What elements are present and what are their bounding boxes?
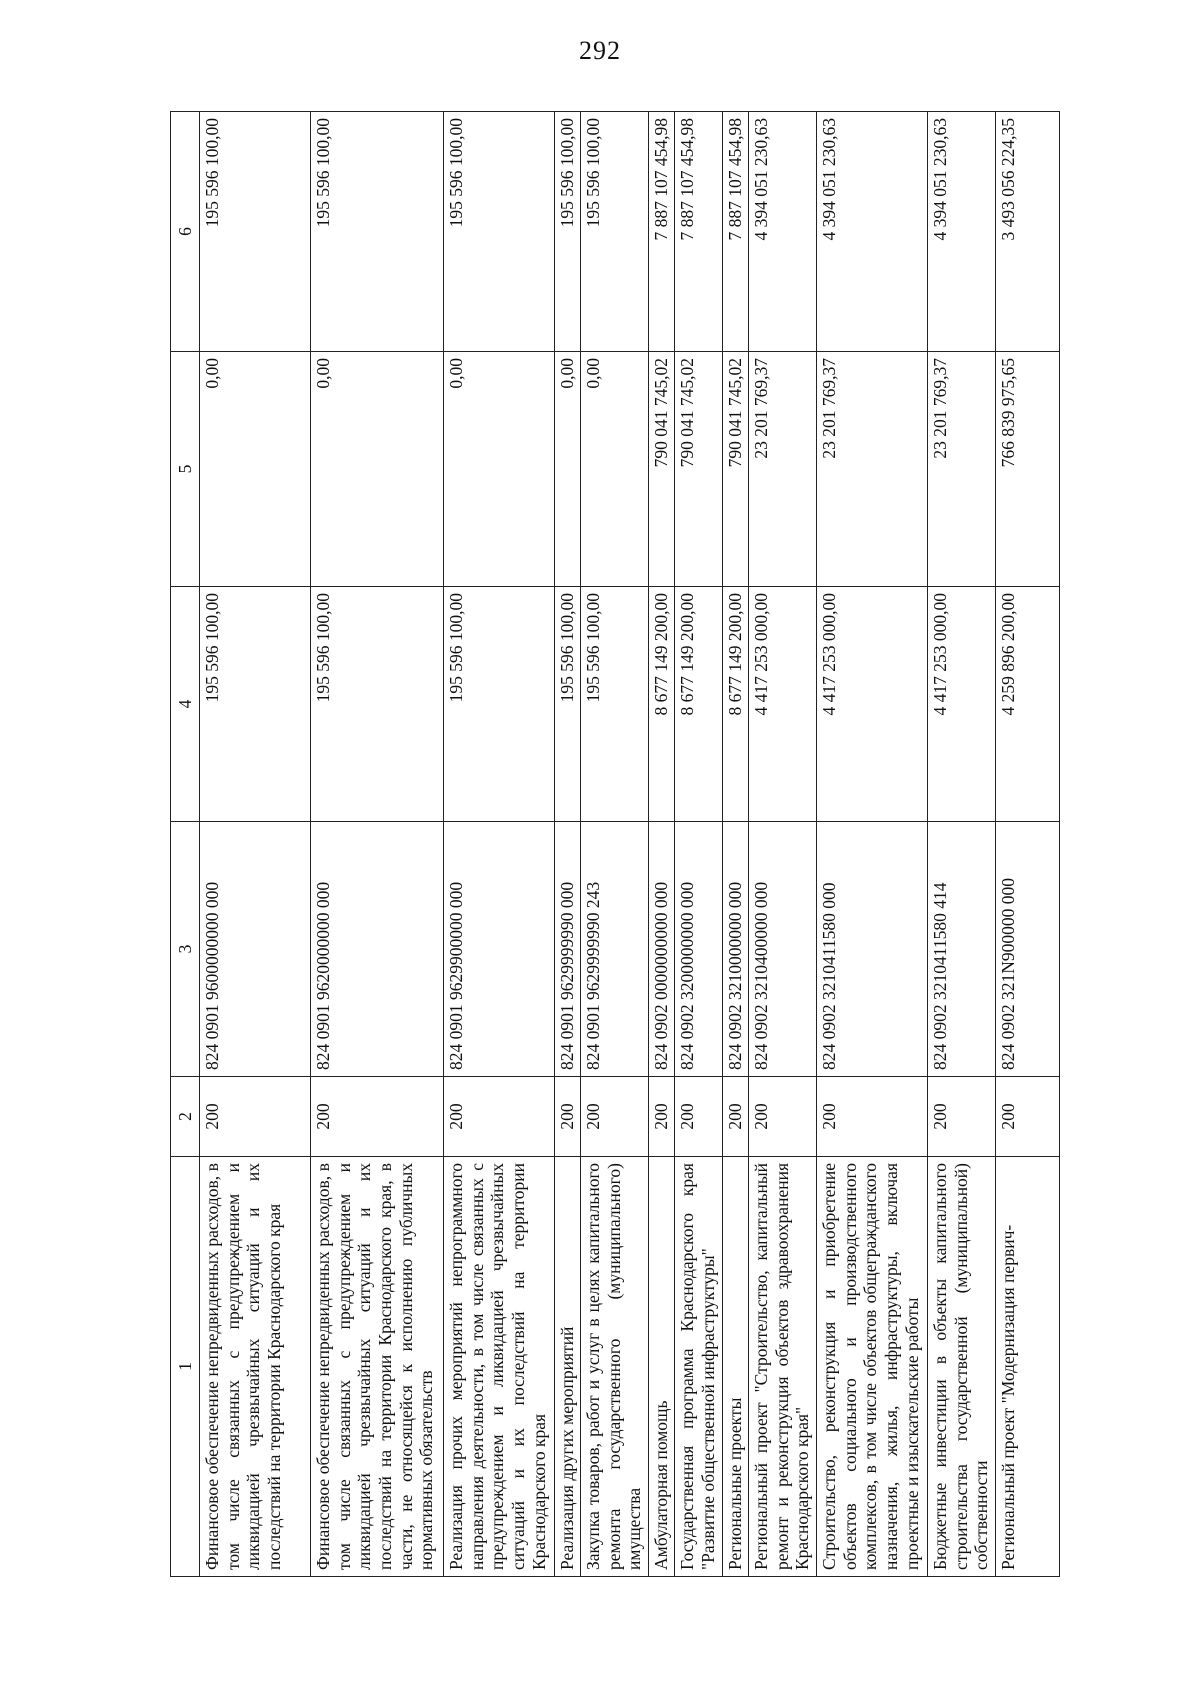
row-col-5: 0,00 [581,352,649,587]
row-code: 824 0901 9600000000 000 [200,822,311,1077]
row-name: Региональные проекты [723,1157,749,1577]
row-col-4: 195 596 100,00 [311,587,444,822]
row-col-2: 200 [996,1077,1060,1157]
row-col-4: 4 417 253 000,00 [928,587,996,822]
row-col-4: 8 677 149 200,00 [723,587,749,822]
table-row [444,112,555,1577]
row-col-6: 195 596 100,00 [311,112,444,352]
row-col-5: 790 041 745,02 [723,352,749,587]
row-col-2: 200 [649,1077,675,1157]
row-code: 824 0902 3210411580 000 [817,822,928,1077]
row-col-2: 200 [928,1077,996,1157]
row-col-4: 4 417 253 000,00 [817,587,928,822]
row-col-2: 200 [311,1077,444,1157]
row-name: Финансовое обеспечение непредвиденных расходов, в том числе связанных с предупреждением и ликвидацией чрезвычайных ситуаций и их последствий на территории Краснодарского края, в части, не относящейся к исполнению публичных нормативных обязательств [311,1157,444,1577]
row-col-5: 790 041 745,02 [675,352,723,587]
table-row [928,112,996,1577]
row-col-6: 195 596 100,00 [581,112,649,352]
row-col-6: 195 596 100,00 [200,112,311,352]
table-row [581,112,649,1577]
row-col-5: 0,00 [311,352,444,587]
header-col-6: 6 [171,112,200,352]
budget-table [170,111,1060,1577]
row-col-5: 23 201 769,37 [817,352,928,587]
row-col-2: 200 [723,1077,749,1157]
row-code: 824 0902 321N900000 000 [996,822,1060,1077]
header-col-1: 1 [171,1157,200,1577]
row-name: Амбулаторная помощь [649,1157,675,1577]
row-name: Региональный проект "Модернизация первич- [996,1157,1060,1577]
row-name: Строительство, реконструкция и приобретение объектов социального и производственного комплексов, в том числе объектов общегражданского назначения, жилья, инфраструктуры, включая проектные и изыскательские работы [817,1157,928,1577]
row-col-6: 7 887 107 454,98 [675,112,723,352]
row-col-6: 195 596 100,00 [444,112,555,352]
table-row [675,112,723,1577]
header-col-3: 3 [171,822,200,1077]
row-col-4: 195 596 100,00 [555,587,581,822]
row-code: 824 0902 3210400000 000 [749,822,817,1077]
row-col-4: 4 417 253 000,00 [749,587,817,822]
row-col-2: 200 [675,1077,723,1157]
row-col-4: 8 677 149 200,00 [649,587,675,822]
row-code: 824 0902 3210000000 000 [723,822,749,1077]
row-col-6: 4 394 051 230,63 [928,112,996,352]
row-code: 824 0902 3210411580 414 [928,822,996,1077]
row-name: Финансовое обеспечение непредвиденных расходов, в том числе связанных с предупреждением и ликвидацией чрезвычайных ситуаций и их последствий на территории Краснодарского края [200,1157,311,1577]
row-col-2: 200 [444,1077,555,1157]
row-code: 824 0901 9629999990 000 [555,822,581,1077]
row-code: 824 0901 9629999990 243 [581,822,649,1077]
row-col-6: 4 394 051 230,63 [749,112,817,352]
row-col-6: 3 493 056 224,35 [996,112,1060,352]
table-row [817,112,928,1577]
row-col-2: 200 [817,1077,928,1157]
row-col-5: 0,00 [200,352,311,587]
row-col-5: 766 839 975,65 [996,352,1060,587]
row-col-6: 7 887 107 454,98 [723,112,749,352]
row-code: 824 0902 0000000000 000 [649,822,675,1077]
row-col-5: 23 201 769,37 [749,352,817,587]
table-row [996,112,1060,1577]
row-col-5: 23 201 769,37 [928,352,996,587]
row-name: Государственная программа Краснодарского края "Развитие общественной инфраструктуры" [675,1157,723,1577]
header-col-2: 2 [171,1077,200,1157]
row-col-4: 195 596 100,00 [444,587,555,822]
row-col-6: 7 887 107 454,98 [649,112,675,352]
table-row [555,112,581,1577]
row-col-5: 790 041 745,02 [649,352,675,587]
row-col-6: 4 394 051 230,63 [817,112,928,352]
page-number: 292 [579,36,621,65]
table-row [749,112,817,1577]
row-col-2: 200 [581,1077,649,1157]
table-row [200,112,311,1577]
row-col-4: 4 259 896 200,00 [996,587,1060,822]
row-col-5: 0,00 [444,352,555,587]
header-row [171,112,200,1577]
row-name: Реализация других мероприятий [555,1157,581,1577]
rotated-table-container [170,112,1060,1577]
row-col-2: 200 [749,1077,817,1157]
header-col-5: 5 [171,352,200,587]
header-col-4: 4 [171,587,200,822]
row-col-5: 0,00 [555,352,581,587]
row-name: Закупка товаров, работ и услуг в целях капитального ремонта государственного (муниципального) имущества [581,1157,649,1577]
row-name: Реализация прочих мероприятий непрограммного направления деятельности, в том числе связанных с предупреждением и ликвидацией чрезвычайных ситуаций и их последствий на территории Краснодарского края [444,1157,555,1577]
row-col-6: 195 596 100,00 [555,112,581,352]
row-col-2: 200 [555,1077,581,1157]
table-row [649,112,675,1577]
row-code: 824 0902 3200000000 000 [675,822,723,1077]
table-row [311,112,444,1577]
table-row [723,112,749,1577]
row-code: 824 0901 9629900000 000 [444,822,555,1077]
row-col-2: 200 [200,1077,311,1157]
row-col-4: 8 677 149 200,00 [675,587,723,822]
row-col-4: 195 596 100,00 [200,587,311,822]
row-name: Региональный проект "Строительство, капитальный ремонт и реконструкция объектов здравоохранения Краснодарского края" [749,1157,817,1577]
row-name: Бюджетные инвестиции в объекты капитального строительства государственной (муниципальной) собственности [928,1157,996,1577]
row-col-4: 195 596 100,00 [581,587,649,822]
row-code: 824 0901 9620000000 000 [311,822,444,1077]
